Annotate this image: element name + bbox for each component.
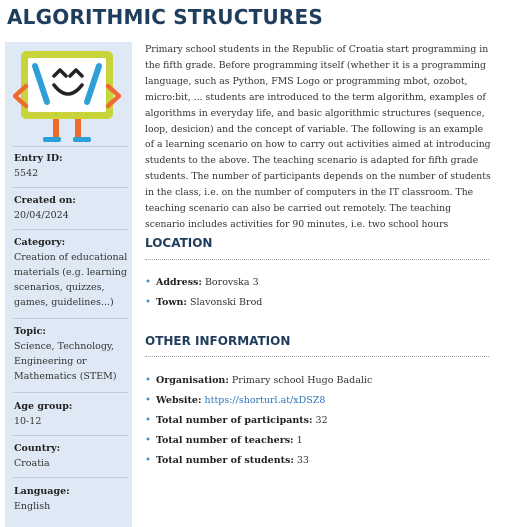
divider	[13, 477, 128, 478]
field-value: 10-12	[14, 416, 42, 427]
item-value: 32	[315, 415, 328, 426]
category-field	[14, 235, 128, 310]
bullet-dot-icon: •	[145, 435, 151, 446]
other-information-list	[145, 374, 372, 474]
item-label: Total number of participants:	[156, 415, 313, 426]
entry-id-field	[14, 151, 128, 181]
item-label: Organisation:	[156, 375, 229, 386]
field-value: Croatia	[14, 458, 50, 469]
list-item	[145, 296, 262, 316]
age-group-field	[14, 399, 128, 429]
bullet-dot-icon: •	[145, 297, 151, 308]
field-label: Age group:	[14, 401, 73, 412]
bullet-dot-icon: •	[145, 455, 151, 466]
other-information-heading: OTHER INFORMATION	[145, 334, 291, 348]
field-label: Topic:	[14, 326, 46, 337]
field-value: 20/04/2024	[14, 210, 69, 221]
bullet-dot-icon: •	[145, 277, 151, 288]
bullet-dot-icon: •	[145, 415, 151, 426]
field-label: Country:	[14, 443, 61, 454]
field-label: Created on:	[14, 195, 76, 206]
divider	[13, 146, 128, 147]
divider	[13, 435, 128, 436]
item-value: 33	[296, 455, 309, 466]
item-label: Total number of teachers:	[156, 435, 294, 446]
country-field	[14, 441, 128, 471]
field-value: Science, Technology, Engineering or Mathematics (STEM)	[14, 341, 117, 382]
bullet-dot-icon: •	[145, 395, 151, 406]
list-item	[145, 454, 372, 474]
smiling-computer-icon	[13, 50, 125, 146]
language-field	[14, 484, 128, 514]
divider	[13, 187, 128, 188]
field-label: Language:	[14, 486, 70, 497]
list-item	[145, 394, 372, 414]
field-label: Category:	[14, 237, 66, 248]
item-value: Borovska 3	[204, 277, 259, 288]
field-value: Creation of educational materials (e.g. learning scenarios, quizzes, games, guidelines...)	[14, 252, 128, 308]
list-item	[145, 414, 372, 434]
item-value: 1	[296, 435, 303, 446]
divider	[13, 229, 128, 230]
topic-field	[14, 324, 128, 384]
item-label: Town:	[156, 297, 187, 308]
item-value: Slavonski Brod	[189, 297, 263, 308]
divider	[13, 318, 128, 319]
item-label: Website:	[156, 395, 202, 406]
field-value: 5542	[14, 168, 39, 179]
section-divider	[145, 259, 489, 260]
entry-sidebar	[5, 42, 132, 527]
location-heading: LOCATION	[145, 236, 213, 250]
item-label: Address:	[156, 277, 202, 288]
bullet-dot-icon: •	[145, 375, 151, 386]
list-item	[145, 276, 262, 296]
created-on-field	[14, 193, 128, 223]
item-label: Total number of students:	[156, 455, 294, 466]
field-label: Entry ID:	[14, 153, 63, 164]
list-item	[145, 434, 372, 454]
intro-paragraph: Primary school students in the Republic of Croatia start programming in the fifth grade. Before programming itself (whether it is a programming language, such as Python, FMS Logo or programming mbot, ozobot, micro:bit, ... students are introduced to the term algorithm, examples of algorithms in everyday life, and basic algorithmic structures (sequence, loop, desicion) and the concept of variable. The following is an example of a learning scenario on how to carry out activities aimed at introducing students to the above. The teaching scenario is adapted for fifth grade students. The number of participants depends on the number of students in the class, i.e. on the number of computers in the IT classroom. The teaching scenario can also be carried out remotely. The teaching scenario includes activities for 90 minutes, i.e. two school hours	[145, 44, 491, 230]
field-value: English	[14, 501, 51, 512]
page-title: ALGORITHMIC STRUCTURES	[7, 5, 323, 29]
section-divider	[145, 356, 489, 357]
list-item	[145, 374, 372, 394]
item-value: Primary school Hugo Badalic	[231, 375, 373, 386]
divider	[13, 392, 128, 393]
website-link[interactable]: https://shorturl.at/xDSZ8	[204, 395, 326, 406]
entry-description	[145, 42, 491, 233]
location-list	[145, 276, 262, 316]
